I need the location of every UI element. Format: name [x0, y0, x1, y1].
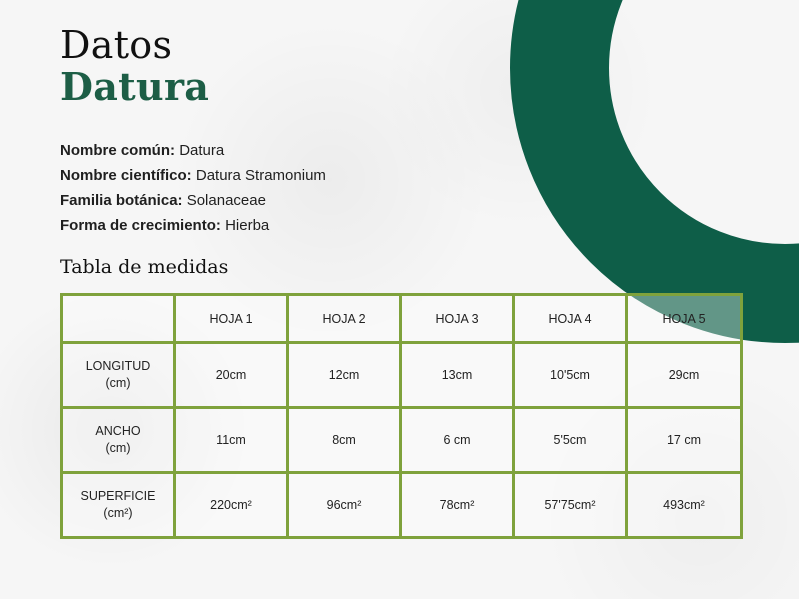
row-label-unit: (cm) [105, 376, 131, 390]
info-value: Datura Stramonium [195, 167, 326, 184]
table-cell: 17 cm [627, 408, 742, 473]
table-row-superficie [62, 473, 742, 538]
title-line-2: Datura [60, 64, 210, 109]
row-label-unit: (cm) [105, 441, 131, 455]
table-cell: 8cm [288, 408, 401, 473]
table-row-longitud [62, 343, 742, 408]
row-label [62, 408, 175, 473]
info-row-common-name [60, 138, 326, 163]
row-label [62, 473, 175, 538]
header-cell-hoja-5: HOJA 5 [627, 295, 742, 343]
info-label: Nombre común: [60, 142, 176, 159]
table-cell: 493cm² [627, 473, 742, 538]
table-cell: 220cm² [175, 473, 288, 538]
table-cell: 6 cm [401, 408, 514, 473]
info-label: Familia botánica: [60, 192, 183, 209]
info-value: Datura [179, 142, 225, 159]
table-cell: 78cm² [401, 473, 514, 538]
plant-info [60, 138, 326, 238]
row-label-name: LONGITUD [85, 359, 151, 373]
row-label-unit: (cm²) [103, 506, 133, 520]
measurements-table [60, 293, 743, 539]
info-value: Hierba [225, 217, 270, 234]
table-cell: 20cm [175, 343, 288, 408]
header-cell-hoja-3: HOJA 3 [401, 295, 514, 343]
table-cell: 12cm [288, 343, 401, 408]
table-header-row [62, 295, 742, 343]
header-cell-hoja-2: HOJA 2 [288, 295, 401, 343]
table-row-ancho [62, 408, 742, 473]
info-label: Forma de crecimiento: [60, 217, 221, 234]
table-cell: 11cm [175, 408, 288, 473]
table-cell: 10'5cm [514, 343, 627, 408]
info-label: Nombre científico: [60, 167, 192, 184]
info-value: Solanaceae [186, 192, 266, 209]
table-cell: 96cm² [288, 473, 401, 538]
table-cell: 29cm [627, 343, 742, 408]
info-row-growth-form [60, 213, 326, 238]
header-cell-hoja-4: HOJA 4 [514, 295, 627, 343]
table-title: Tabla de medidas [60, 256, 229, 278]
table-cell: 57'75cm² [514, 473, 627, 538]
table-cell: 13cm [401, 343, 514, 408]
page-title [60, 24, 209, 108]
title-line-1: Datos [60, 23, 173, 67]
row-label-name: ANCHO [95, 424, 141, 438]
header-cell-empty [62, 295, 175, 343]
row-label [62, 343, 175, 408]
info-row-family [60, 188, 326, 213]
header-cell-hoja-1: HOJA 1 [175, 295, 288, 343]
row-label-name: SUPERFICIE [80, 489, 156, 503]
table-cell: 5'5cm [514, 408, 627, 473]
info-row-scientific-name [60, 163, 326, 188]
